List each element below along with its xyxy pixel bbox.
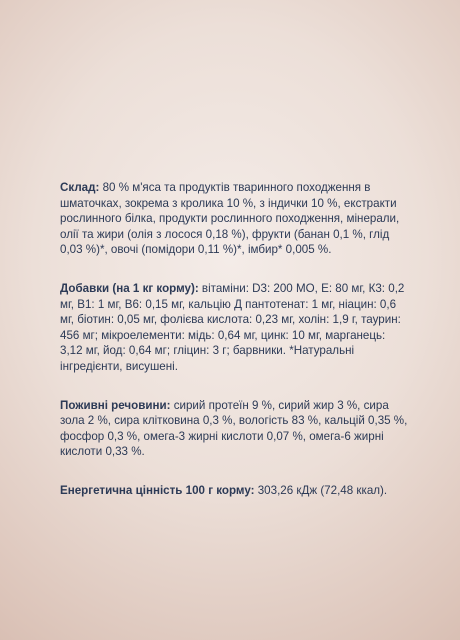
nutrients-label: Поживні речовини:: [60, 398, 171, 412]
composition-section: [60, 180, 410, 258]
energy-text: 303,26 кДж (72,48 ккал).: [254, 483, 388, 497]
composition-label: Склад:: [60, 181, 100, 194]
energy-section: [60, 483, 410, 499]
ingredients-panel: [60, 180, 410, 522]
energy-label: Енергетична цінність 100 г корму:: [60, 483, 255, 497]
additives-label: Добавки (на 1 кг корму):: [60, 281, 199, 295]
composition-text: 80 % м'яса та продуктів тваринного походження в шматочках, зокрема з кролика 10 %, з індички 10 %, екстракти рослинного білка, продукти рослинного походження, мінерали, олії та жири (олія з лосося 0,18 %), фрукти (банан 0,1 %, глід 0,03 %)*, овочі (помідори 0,11 %)*, імбир* 0,005 %.: [60, 181, 400, 257]
nutrients-text: сирий протеїн 9 %, сирий жир 3 %, сира зола 2 %, сира клітковина 0,3 %, вологість 83 %, кальцій 0,35 %, фосфор 0,3 %, омега-3 жирні кислоти 0,07 %, омега-6 жирні кислоти 0,33 %.: [60, 398, 408, 459]
nutrients-section: [60, 398, 410, 460]
additives-text: вітаміни: D3: 200 МО, Е: 80 мг, К3: 0,2 мг, В1: 1 мг, В6: 0,15 мг, кальцію Д пантотенат: 1 мг, ніацин: 0,6 мг, біотин: 0,05 мг, фолієва кислота: 0,23 мг, холін: 1,9 г, таурин: 456 мг; мікроелементи: мідь: 0,64 мг, цинк: 10 мг, марганець: 3,12 мг, йод: 0,64 мг; гліцин: 3 г; барвники. *Натуральні інгредієнти, висушені.: [60, 281, 405, 373]
additives-section: [60, 281, 410, 375]
